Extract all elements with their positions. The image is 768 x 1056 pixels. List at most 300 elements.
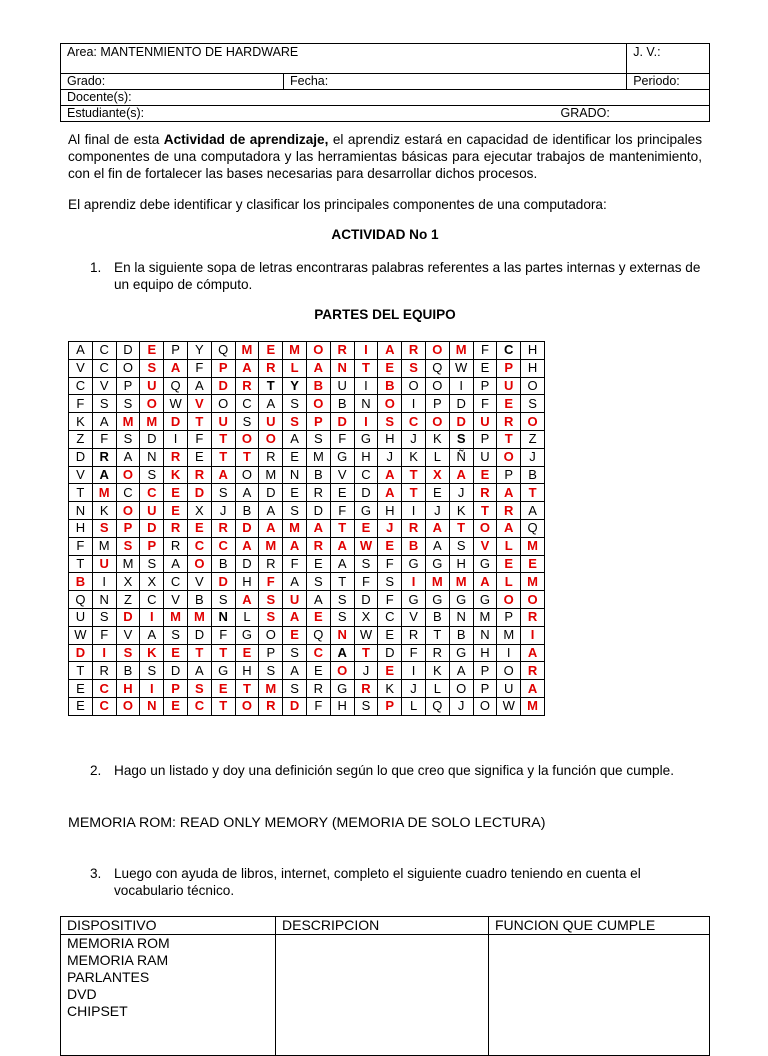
grid-cell: E — [306, 662, 330, 680]
grid-cell: N — [140, 448, 164, 466]
grid-cell: N — [92, 591, 116, 609]
grid-cell: O — [378, 395, 402, 413]
device-item: CHIPSET — [67, 1003, 128, 1019]
grid-cell: P — [259, 644, 283, 662]
grid-cell: S — [521, 395, 545, 413]
fecha-cell: Fecha: — [284, 74, 627, 90]
grid-cell: A — [92, 466, 116, 484]
grid-cell: A — [521, 680, 545, 698]
grid-cell: L — [425, 680, 449, 698]
grid-cell: D — [306, 502, 330, 520]
grid-cell: S — [92, 395, 116, 413]
grid-cell: R — [402, 626, 426, 644]
grid-cell: O — [402, 377, 426, 395]
grid-row — [69, 377, 545, 395]
grid-cell: M — [449, 342, 473, 360]
grid-cell: H — [330, 697, 354, 715]
grid-cell: T — [235, 680, 259, 698]
grid-cell: M — [140, 413, 164, 431]
grid-cell: O — [330, 662, 354, 680]
grid-cell: I — [449, 377, 473, 395]
grid-cell: S — [306, 573, 330, 591]
grid-cell: A — [140, 626, 164, 644]
grid-cell: J — [449, 697, 473, 715]
grid-cell: R — [164, 448, 188, 466]
grid-cell: T — [235, 448, 259, 466]
item-1-text: En la siguiente sopa de letras encontraras palabras referentes a las partes internas y externas de un equipo de cómputo. — [114, 260, 701, 292]
grid-cell: O — [235, 697, 259, 715]
grid-cell: S — [283, 413, 307, 431]
grid-cell: R — [259, 697, 283, 715]
grid-cell: O — [425, 342, 449, 360]
grid-cell: T — [259, 377, 283, 395]
puzzle-title: PARTES DEL EQUIPO — [314, 307, 456, 322]
grid-cell: R — [235, 377, 259, 395]
grid-cell: T — [330, 573, 354, 591]
grid-cell: E — [211, 680, 235, 698]
grid-cell: D — [449, 413, 473, 431]
grid-cell: G — [211, 662, 235, 680]
grid-row — [69, 644, 545, 662]
grid-cell: A — [187, 662, 211, 680]
grid-cell: I — [402, 395, 426, 413]
grid-cell: R — [402, 342, 426, 360]
grid-cell: S — [378, 573, 402, 591]
grid-cell: I — [497, 644, 521, 662]
grid-cell: B — [330, 395, 354, 413]
grid-cell: G — [330, 448, 354, 466]
docente-cell: Docente(s): — [61, 90, 710, 106]
grid-cell: X — [354, 608, 378, 626]
grid-cell: C — [164, 573, 188, 591]
grid-cell: O — [473, 697, 497, 715]
grid-cell: O — [211, 395, 235, 413]
grid-cell: P — [425, 395, 449, 413]
activity-title: ACTIVIDAD No 1 — [331, 227, 439, 242]
grid-cell: A — [235, 537, 259, 555]
grid-cell: Q — [164, 377, 188, 395]
grid-cell: N — [211, 608, 235, 626]
grid-cell: P — [306, 413, 330, 431]
grid-cell: A — [497, 519, 521, 537]
grid-cell: R — [497, 502, 521, 520]
grid-cell: S — [140, 555, 164, 573]
grid-cell: Ñ — [449, 448, 473, 466]
grid-cell: F — [187, 430, 211, 448]
grid-cell: S — [259, 662, 283, 680]
grid-cell: T — [211, 448, 235, 466]
grid-cell: O — [473, 519, 497, 537]
grid-cell: B — [306, 377, 330, 395]
grid-cell: M — [283, 342, 307, 360]
grid-cell: B — [306, 466, 330, 484]
grid-cell: E — [69, 680, 93, 698]
grid-cell: P — [164, 680, 188, 698]
grid-cell: H — [473, 644, 497, 662]
grid-cell: U — [330, 377, 354, 395]
grid-cell: A — [425, 537, 449, 555]
grid-cell: E — [378, 662, 402, 680]
grid-cell: L — [425, 448, 449, 466]
grid-cell: A — [259, 519, 283, 537]
grid-cell: B — [187, 591, 211, 609]
grid-cell: T — [521, 484, 545, 502]
grid-cell: A — [283, 573, 307, 591]
grid-cell: K — [164, 466, 188, 484]
function-cell[interactable] — [489, 935, 710, 1056]
grid-cell: D — [354, 591, 378, 609]
grid-cell: S — [259, 608, 283, 626]
grid-cell: A — [283, 430, 307, 448]
grid-cell: I — [354, 413, 378, 431]
grid-cell: L — [497, 573, 521, 591]
grid-cell: D — [211, 377, 235, 395]
grid-cell: E — [378, 537, 402, 555]
grid-cell: T — [69, 662, 93, 680]
grid-cell: B — [235, 502, 259, 520]
item-3-text: Luego con ayuda de libros, internet, completo el siguiente cuadro teniendo en cuenta el vocabulario técnico. — [114, 866, 641, 898]
grid-cell: G — [425, 591, 449, 609]
item-1 — [90, 259, 702, 293]
grid-cell: P — [164, 342, 188, 360]
grid-cell: A — [69, 342, 93, 360]
grid-cell: A — [449, 662, 473, 680]
grid-cell: A — [211, 466, 235, 484]
grid-cell: U — [497, 377, 521, 395]
grid-cell: A — [330, 537, 354, 555]
grid-cell: F — [473, 342, 497, 360]
description-cell[interactable] — [276, 935, 489, 1056]
grid-cell: E — [140, 342, 164, 360]
grid-cell: O — [116, 466, 140, 484]
grid-cell: M — [259, 466, 283, 484]
grid-cell: F — [402, 644, 426, 662]
grid-cell: A — [449, 466, 473, 484]
grid-cell: I — [92, 644, 116, 662]
grid-cell: W — [354, 626, 378, 644]
grid-cell: G — [449, 591, 473, 609]
grid-cell: O — [116, 359, 140, 377]
grid-cell: A — [306, 591, 330, 609]
grid-cell: T — [187, 644, 211, 662]
grid-cell: K — [425, 430, 449, 448]
grid-cell: A — [283, 537, 307, 555]
grid-cell: T — [211, 430, 235, 448]
grid-cell: A — [283, 662, 307, 680]
grid-cell: M — [283, 519, 307, 537]
grid-cell: P — [473, 662, 497, 680]
grid-cell: C — [187, 697, 211, 715]
grid-row — [69, 466, 545, 484]
grid-cell: E — [283, 626, 307, 644]
grid-cell: Q — [69, 591, 93, 609]
grid-cell: A — [521, 644, 545, 662]
grid-cell: M — [521, 697, 545, 715]
grid-cell: B — [211, 555, 235, 573]
grid-cell: D — [235, 519, 259, 537]
grid-cell: O — [259, 626, 283, 644]
grid-cell: D — [330, 413, 354, 431]
estudiante-cell — [61, 106, 710, 122]
grid-cell: O — [449, 680, 473, 698]
grid-cell: S — [283, 502, 307, 520]
grid-cell: A — [235, 359, 259, 377]
grid-cell: A — [164, 555, 188, 573]
area-cell: Area: MANTENMIENTO DE HARDWARE — [61, 44, 627, 74]
grid-row — [69, 430, 545, 448]
grid-cell: C — [354, 466, 378, 484]
grid-cell: E — [187, 448, 211, 466]
grid-cell: T — [187, 413, 211, 431]
grid-cell: F — [92, 430, 116, 448]
grid-row — [69, 537, 545, 555]
grid-cell: F — [306, 697, 330, 715]
grid-cell: R — [187, 466, 211, 484]
grid-cell: L — [497, 537, 521, 555]
grid-cell: A — [306, 519, 330, 537]
grid-cell: C — [92, 697, 116, 715]
device-item: MEMORIA ROM — [67, 935, 170, 951]
grid-cell: F — [69, 537, 93, 555]
grid-cell: V — [473, 537, 497, 555]
header-table — [60, 43, 710, 122]
grid-cell: S — [354, 555, 378, 573]
grid-cell: C — [69, 377, 93, 395]
grid-cell: O — [116, 697, 140, 715]
grid-cell: K — [425, 662, 449, 680]
grid-cell: E — [235, 644, 259, 662]
grid-cell: U — [140, 377, 164, 395]
grid-cell: I — [92, 573, 116, 591]
grid-cell: O — [521, 377, 545, 395]
grid-cell: R — [259, 448, 283, 466]
grid-cell: W — [164, 395, 188, 413]
grid-cell: R — [354, 680, 378, 698]
grid-row — [69, 626, 545, 644]
grid-cell: O — [425, 413, 449, 431]
grid-cell: T — [402, 484, 426, 502]
grid-cell: T — [211, 644, 235, 662]
grid-cell: R — [306, 537, 330, 555]
grid-cell: H — [378, 502, 402, 520]
grid-cell: B — [69, 573, 93, 591]
grid-cell: O — [497, 662, 521, 680]
grid-cell: U — [283, 591, 307, 609]
grid-cell: M — [92, 537, 116, 555]
grid-cell: W — [69, 626, 93, 644]
grid-cell: O — [235, 466, 259, 484]
grid-cell: V — [116, 626, 140, 644]
grid-cell: D — [211, 573, 235, 591]
grid-row — [69, 413, 545, 431]
grid-cell: S — [116, 430, 140, 448]
grid-cell: J — [211, 502, 235, 520]
item-2-text: Hago un listado y doy una definición según lo que creo que significa y la función que cumple. — [114, 763, 674, 778]
grid-cell: E — [283, 484, 307, 502]
grid-cell: S — [449, 430, 473, 448]
grid-cell: X — [116, 573, 140, 591]
grid-cell: C — [211, 537, 235, 555]
device-list-cell — [61, 935, 276, 1056]
device-item: PARLANTES — [67, 969, 150, 985]
grid-cell: O — [497, 591, 521, 609]
grid-cell: R — [521, 608, 545, 626]
grid-cell: E — [164, 697, 188, 715]
grid-cell: E — [497, 555, 521, 573]
grid-cell: R — [92, 662, 116, 680]
grid-cell: F — [69, 395, 93, 413]
grid-cell: R — [306, 484, 330, 502]
grid-cell: M — [473, 608, 497, 626]
grid-cell: J — [378, 448, 402, 466]
grid-cell: L — [283, 359, 307, 377]
grid-cell: R — [259, 359, 283, 377]
grid-cell: F — [378, 591, 402, 609]
grid-cell: N — [283, 466, 307, 484]
header-dispositivo: DISPOSITIVO — [61, 917, 276, 935]
grid-cell: E — [259, 342, 283, 360]
grid-cell: D — [69, 448, 93, 466]
grid-cell: S — [116, 644, 140, 662]
grid-cell: M — [92, 484, 116, 502]
grid-cell: R — [259, 555, 283, 573]
grid-cell: Z — [521, 430, 545, 448]
grid-cell: E — [497, 395, 521, 413]
grid-cell: S — [378, 413, 402, 431]
grid-cell: U — [473, 413, 497, 431]
instruction-paragraph: El aprendiz debe identificar y clasificar los principales componentes de una computadora: — [68, 197, 607, 212]
grid-cell: R — [330, 342, 354, 360]
grid-cell: O — [497, 448, 521, 466]
grid-cell: C — [140, 484, 164, 502]
grid-cell: I — [402, 573, 426, 591]
grid-cell: R — [92, 448, 116, 466]
grid-cell: F — [330, 430, 354, 448]
grid-cell: H — [235, 662, 259, 680]
grid-cell: E — [473, 359, 497, 377]
grid-cell: N — [449, 608, 473, 626]
grid-row — [69, 608, 545, 626]
grid-cell: V — [187, 395, 211, 413]
grid-cell: J — [425, 502, 449, 520]
grid-cell: Q — [306, 626, 330, 644]
periodo-cell: Periodo: — [627, 74, 710, 90]
grid-row — [69, 591, 545, 609]
grid-cell: Y — [187, 342, 211, 360]
grid-cell: I — [164, 430, 188, 448]
grid-cell: S — [354, 697, 378, 715]
grado-cell: Grado: — [61, 74, 284, 90]
grid-cell: R — [521, 662, 545, 680]
grid-cell: C — [235, 395, 259, 413]
grado-label: GRADO: — [560, 106, 610, 120]
grid-cell: A — [164, 359, 188, 377]
grid-cell: N — [330, 626, 354, 644]
grid-cell: R — [402, 519, 426, 537]
grid-cell: D — [187, 626, 211, 644]
grid-cell: V — [402, 608, 426, 626]
grid-cell: S — [140, 662, 164, 680]
grid-row — [69, 680, 545, 698]
grid-row — [69, 662, 545, 680]
grid-cell: V — [330, 466, 354, 484]
grid-cell: W — [449, 359, 473, 377]
grid-cell: A — [187, 377, 211, 395]
grid-cell: B — [116, 662, 140, 680]
grid-cell: T — [473, 502, 497, 520]
grid-cell: A — [259, 502, 283, 520]
grid-cell: V — [69, 466, 93, 484]
grid-cell: F — [283, 555, 307, 573]
grid-cell: M — [497, 626, 521, 644]
grid-cell: S — [116, 395, 140, 413]
grid-cell: S — [140, 359, 164, 377]
grid-cell: P — [473, 377, 497, 395]
grid-row — [69, 359, 545, 377]
grid-cell: K — [378, 680, 402, 698]
grid-cell: V — [92, 377, 116, 395]
grid-cell: C — [402, 413, 426, 431]
grid-cell: L — [402, 697, 426, 715]
grid-cell: I — [140, 608, 164, 626]
grid-cell: S — [211, 484, 235, 502]
grid-cell: H — [235, 573, 259, 591]
grid-row — [69, 502, 545, 520]
grid-cell: X — [140, 573, 164, 591]
grid-cell: K — [69, 413, 93, 431]
item-2 — [90, 762, 702, 779]
grid-cell: X — [425, 466, 449, 484]
grid-cell: C — [306, 644, 330, 662]
grid-cell: E — [330, 484, 354, 502]
grid-row — [69, 697, 545, 715]
grid-cell: A — [330, 555, 354, 573]
grid-cell: V — [164, 591, 188, 609]
grid-cell: F — [354, 573, 378, 591]
grid-cell: A — [330, 644, 354, 662]
grid-cell: T — [402, 466, 426, 484]
grid-cell: E — [306, 608, 330, 626]
grid-cell: D — [378, 644, 402, 662]
grid-cell: J — [521, 448, 545, 466]
grid-cell: J — [378, 519, 402, 537]
grid-cell: J — [449, 484, 473, 502]
grid-cell: E — [378, 626, 402, 644]
grid-cell: N — [473, 626, 497, 644]
grid-cell: S — [449, 537, 473, 555]
grid-cell: T — [211, 697, 235, 715]
grid-cell: O — [140, 395, 164, 413]
grid-cell: P — [497, 466, 521, 484]
grid-cell: O — [235, 430, 259, 448]
grid-row — [69, 448, 545, 466]
grid-cell: N — [354, 395, 378, 413]
grid-cell: U — [259, 413, 283, 431]
grid-row — [69, 484, 545, 502]
grid-cell: S — [283, 395, 307, 413]
header-descripcion: DESCRIPCION — [276, 917, 489, 935]
grid-cell: D — [354, 484, 378, 502]
grid-cell: S — [402, 359, 426, 377]
grid-row — [69, 342, 545, 360]
grid-cell: S — [187, 680, 211, 698]
grid-cell: R — [164, 519, 188, 537]
grid-cell: N — [69, 502, 93, 520]
grid-cell: Q — [521, 519, 545, 537]
grid-cell: A — [116, 448, 140, 466]
grid-cell: C — [92, 342, 116, 360]
grid-cell: D — [116, 342, 140, 360]
